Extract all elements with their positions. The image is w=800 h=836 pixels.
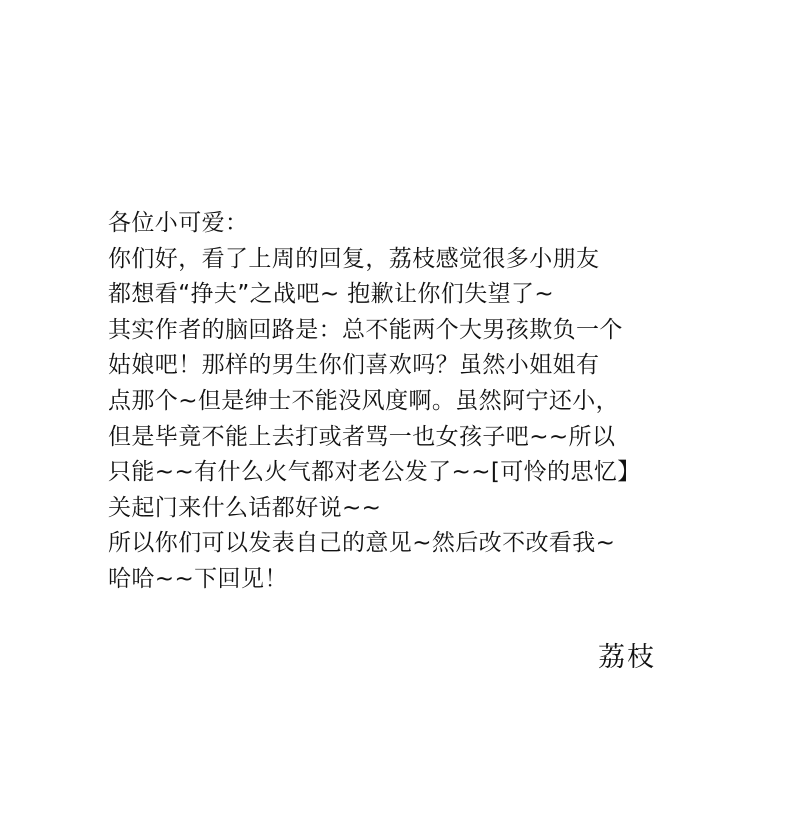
letter-line: 只能~~有什么火气都对老公发了~~[可怜的思忆】 [108, 459, 641, 486]
letter-line: 姑娘吧！那样的男生你们喜欢吗？虽然小姐姐有 [108, 352, 600, 379]
closing-line: 哈哈~~下回见！ [108, 565, 288, 592]
letter-line: 你们好，看了上周的回复，荔枝感觉很多小朋友 [108, 245, 600, 272]
letter-line: 都想看“挣夫”之战吧~ 抱歉让你们失望了~ [108, 281, 555, 308]
letter-body [108, 206, 728, 598]
letter-line: 关起门来什么话都好说~~ [108, 494, 382, 521]
signature: 荔枝 [598, 642, 656, 673]
letter-line: 点那个~但是绅士不能没风度啊。虽然阿宁还小， [108, 387, 620, 414]
letter-line: 所以你们可以发表自己的意见~然后改不改看我~ [108, 530, 616, 557]
letter-line: 其实作者的脑回路是：总不能两个大男孩欺负一个 [108, 316, 623, 343]
greeting-line: 各位小可爱： [108, 210, 249, 236]
letter-line: 但是毕竟不能上去打或者骂一也女孩子吧~~所以 [108, 423, 616, 450]
